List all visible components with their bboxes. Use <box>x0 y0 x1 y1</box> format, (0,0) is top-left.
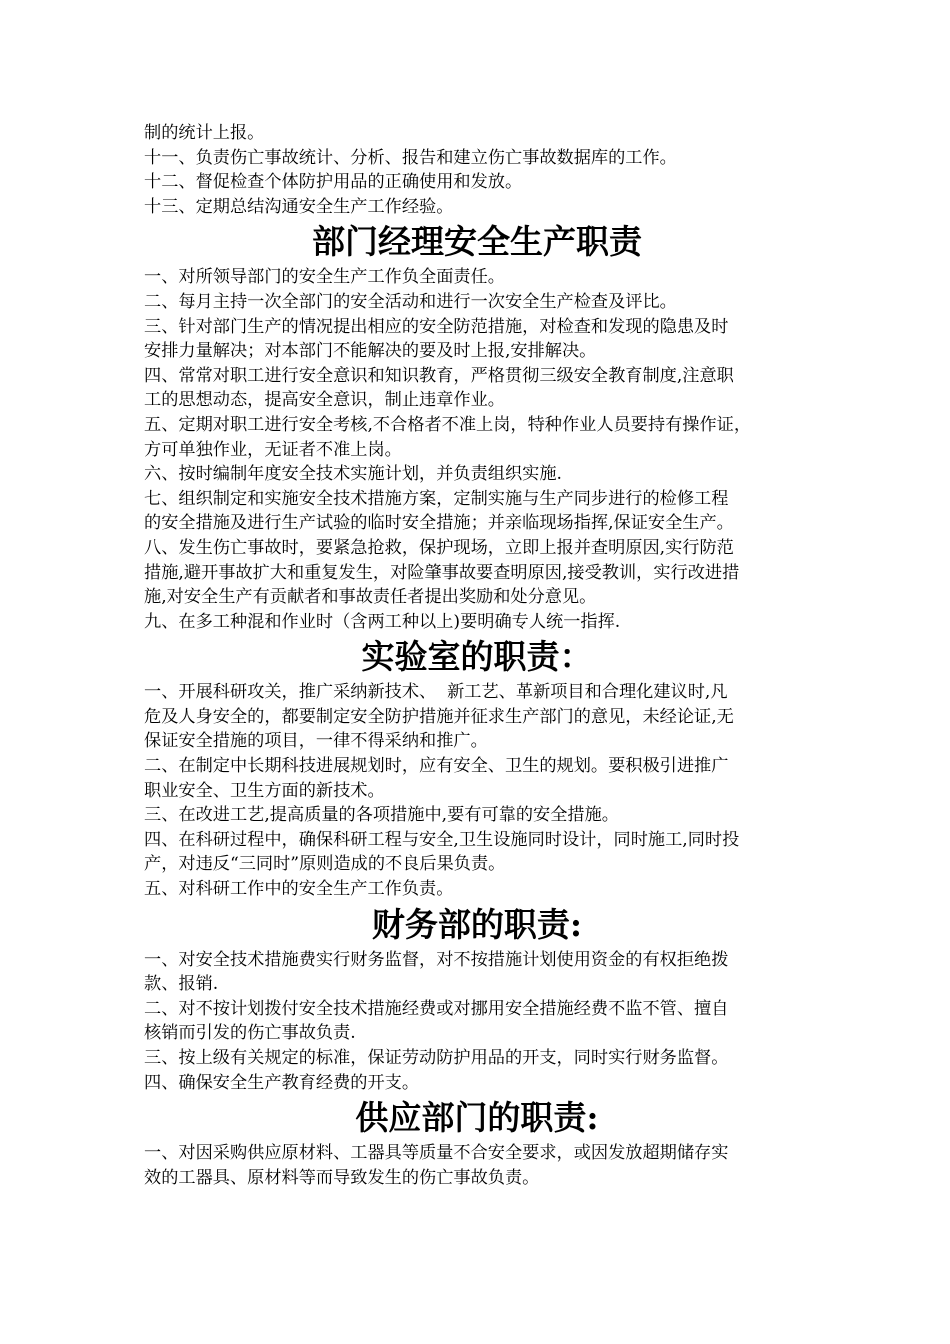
text-line: 核销而引发的伤亡事故负责. <box>144 1023 356 1044</box>
text-line: 效的工器具、原材料等而导致发生的伤亡事故负责。 <box>144 1167 540 1188</box>
text-line: 二、每月主持一次全部门的安全活动和进行一次安全生产检查及评比。 <box>144 291 677 312</box>
text-line: 九、在多工种混和作业时（含两工种以上)要明确专人统一指挥. <box>144 611 621 632</box>
section-heading: 实验室的职责： <box>361 637 593 677</box>
text-line: 三、针对部门生产的情况提出相应的安全防范措施，对检查和发现的隐患及时 <box>144 316 729 337</box>
text-line: 八、发生伤亡事故时，要紧急抢救，保护现场，立即上报并查明原因,实行防范 <box>144 537 734 558</box>
text-line: 二、在制定中长期科技进展规划时，应有安全、卫生的规划。要积极引进推广 <box>144 756 729 777</box>
text-line: 一、对因采购供应原材料、工器具等质量不合安全要求，或因发放超期储存实 <box>144 1143 729 1164</box>
intro-section <box>144 121 810 219</box>
section-heading: 财务部的职责: <box>371 904 583 944</box>
text-line: 制的统计上报。 <box>144 123 265 143</box>
text-line: 一、对安全技术措施费实行财务监督，对不按措施计划使用资金的有权拒绝拨 <box>144 949 729 970</box>
text-line: 五、定期对职工进行安全考核,不合格者不准上岗，特种作业人员要持有操作证， <box>144 414 752 435</box>
text-line: 的安全措施及进行生产试验的临时安全措施；并亲临现场指挥,保证安全生产。 <box>144 513 734 534</box>
text-line: 款、报销. <box>144 974 219 995</box>
laboratory-section <box>144 634 810 901</box>
text-line: 措施,避开事故扩大和重复发生，对险肇事故要查明原因,接受教训，实行改进措 <box>144 562 740 583</box>
document-page <box>144 121 810 1190</box>
text-line: 工的思想动态，提高安全意识，制止违章作业。 <box>144 390 505 411</box>
section-heading: 部门经理安全生产职责 <box>312 222 642 262</box>
text-line: 二、对不按计划拨付安全技术措施经费或对挪用安全措施经费不监不管、擅自 <box>144 998 729 1019</box>
text-line: 产，对违反“三同时”原则造成的不良后果负责。 <box>144 854 506 875</box>
finance-section <box>144 902 810 1096</box>
supply-section <box>144 1095 810 1190</box>
text-line: 三、在改进工艺,提高质量的各项措施中,要有可靠的安全措施。 <box>144 805 619 826</box>
text-line: 十一、负责伤亡事故统计、分析、报告和建立伤亡事故数据库的工作。 <box>144 147 677 168</box>
text-line: 一、对所领导部门的安全生产工作负全面责任。 <box>144 267 505 288</box>
text-line: 安排力量解决；对本部门不能解决的要及时上报,安排解决。 <box>144 341 597 362</box>
text-line: 四、常常对职工进行安全意识和知识教育，严格贯彻三级安全教育制度,注意职 <box>144 365 734 386</box>
text-line: 三、按上级有关规定的标准，保证劳动防护用品的开支，同时实行财务监督。 <box>144 1048 729 1068</box>
text-line: 六、按时编制年度安全技术实施计划，并负责组织实施. <box>144 464 562 485</box>
text-line: 十三、定期总结沟通安全生产工作经验。 <box>144 196 454 217</box>
text-line: 保证安全措施的项目，一律不得采纳和推广。 <box>144 731 488 752</box>
text-line: 五、对科研工作中的安全生产工作负责。 <box>144 879 454 900</box>
dept-manager-section <box>144 219 810 634</box>
text-line: 职业安全、卫生方面的新技术。 <box>144 780 385 801</box>
text-line: 七、组织制定和实施安全技术措施方案，定制实施与生产同步进行的检修工程 <box>144 488 729 509</box>
text-line: 方可单独作业，无证者不准上岗。 <box>144 439 402 460</box>
text-line: 一、开展科研攻关，推广采纳新技术、 新工艺、革新项目和合理化建议时,凡 <box>144 682 728 703</box>
section-heading: 供应部门的职责: <box>355 1098 599 1138</box>
text-line: 危及人身安全的，都要制定安全防护措施并征求生产部门的意见，未经论证,无 <box>144 706 734 727</box>
text-line: 四、确保安全生产教育经费的开支。 <box>144 1072 420 1093</box>
text-line: 十二、督促检查个体防护用品的正确使用和发放。 <box>144 172 523 193</box>
text-line: 施,对安全生产有贡献者和事故责任者提出奖励和处分意见。 <box>144 587 597 608</box>
text-line: 四、在科研过程中，确保科研工程与安全,卫生设施同时设计，同时施工,同时投 <box>144 829 740 850</box>
